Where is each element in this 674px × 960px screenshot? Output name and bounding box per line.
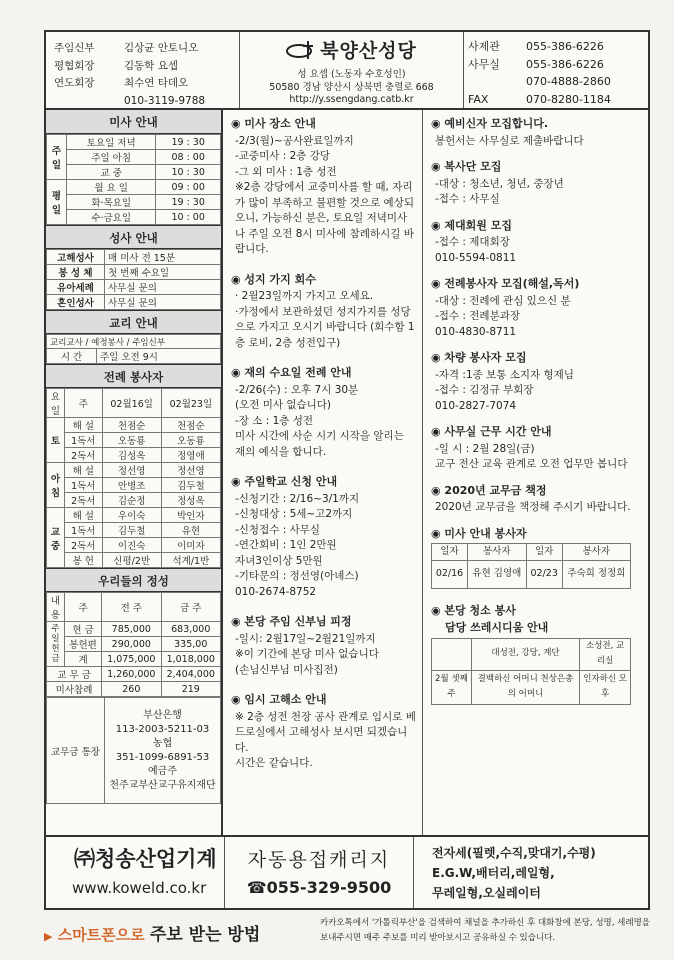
- notice-line: -2/3(월)~공사완료일까지: [235, 134, 354, 147]
- advertisement: [46, 835, 648, 910]
- notice-block: [223, 468, 422, 600]
- mass-day: 월 요 일: [67, 180, 156, 195]
- offering-cur: 335,00: [161, 637, 220, 652]
- catechism-line: 교리교사 / 예정봉사 / 주임신부: [47, 335, 221, 349]
- offering-cur: 2,404,000: [161, 667, 220, 682]
- notice-line: -대상 : 청소년, 청년, 중장년: [435, 177, 564, 190]
- account-label: 교무금 통장: [47, 698, 105, 804]
- liturgy-cell: 1독서: [65, 478, 103, 493]
- mass-group: 주일: [47, 135, 67, 180]
- notice-line: 010-2827-7074: [435, 399, 517, 412]
- notice-block: [423, 153, 648, 208]
- notice-line: 봉헌서는 사무실로 제출바랍니다: [435, 134, 584, 147]
- notice-line: -신청기간 : 2/16~3/1까지: [235, 492, 360, 505]
- liturgy-cell: 정선영: [161, 463, 220, 478]
- sacrament-title: 성사 안내: [46, 225, 221, 249]
- mass-time: 10 : 00: [156, 210, 221, 225]
- notice-line: -연간회비 : 1인 2만원: [235, 539, 337, 551]
- sacrament-name: 유아세례: [47, 280, 105, 295]
- notice-title: ◉ 본당 주임 신부님 피정: [231, 615, 352, 628]
- mass-servers-table: [431, 543, 631, 589]
- mass-time: 19 : 30: [156, 135, 221, 150]
- cleaning-subtitle: 담당 쓰레시디움 안내: [445, 621, 549, 634]
- notice-line: 미사 시간에 사순 시기 시작을 알리는 재의 예식을 합니다.: [235, 430, 404, 458]
- notice-line: -대상 : 전례에 관심 있으신 분: [435, 294, 571, 307]
- offering-group: 주일헌금: [47, 622, 65, 667]
- ad-item: E.G.W,배터리,레일형,: [432, 866, 555, 880]
- liturgy-header: 주: [65, 389, 103, 418]
- liturgy-header: 요일: [47, 389, 65, 418]
- account-table: [46, 697, 221, 804]
- contact-value: 055-386-6226: [526, 40, 604, 53]
- notice-line: -자격 :1종 보통 소지자 형제님: [435, 368, 574, 381]
- cleaning-header: 대성전, 강당, 계단: [471, 638, 579, 670]
- servers-cell: 02/23: [526, 560, 562, 588]
- liturgy-cell: 박인자: [161, 508, 220, 523]
- church-name: 북양산성당: [320, 40, 417, 62]
- cleaning-title: ◉ 본당 청소 봉사: [431, 603, 516, 617]
- footer: [44, 914, 650, 954]
- notice-block: [423, 212, 648, 267]
- liturgy-header: 02월23일: [161, 389, 220, 418]
- mass-time: 08 : 00: [156, 150, 221, 165]
- cleaning-cell: 2월 셋째주: [432, 670, 472, 704]
- notice-line: 2020년 교무금을 책정해 주시기 바랍니다.: [435, 501, 631, 513]
- notice-block: [423, 418, 648, 473]
- liturgy-cell: 정영애: [161, 448, 220, 463]
- bulletin-sheet: [44, 30, 650, 910]
- liturgy-cell: 천점순: [161, 418, 220, 433]
- liturgy-cell: 2독서: [65, 538, 103, 553]
- ad-product: 자동용접캐리지: [247, 849, 391, 871]
- account-line: 농협: [152, 737, 173, 749]
- notice-line: 자녀3인이상 5만원: [235, 554, 323, 567]
- offering-cur: 683,000: [161, 622, 220, 637]
- notice-title: ◉ 예비신자 모집합니다.: [431, 117, 549, 130]
- ad-product-box: [224, 837, 414, 908]
- offering-title: 우리들의 정성: [46, 568, 221, 592]
- notice-block: [423, 477, 648, 516]
- liturgy-cell: 정선영: [102, 463, 161, 478]
- cleaning-header: [432, 638, 472, 670]
- notice-line: 교구 전산 교육 관계로 오전 업무만 봅니다: [435, 458, 628, 470]
- notice-title: ◉ 주일학교 신청 안내: [231, 475, 338, 488]
- ad-item: 전자세(필렛,수직,맞대기,수평): [432, 846, 596, 860]
- mass-day: 주일 아침: [67, 150, 156, 165]
- staff-list: [54, 40, 239, 110]
- church-logo-icon: [286, 39, 316, 61]
- notice-title: ◉ 성지 가지 회수: [231, 272, 316, 286]
- notice-title: ◉ 미사 장소 안내: [231, 117, 316, 130]
- contact-list: [468, 38, 648, 108]
- notice-line: -일시: 2월17일~2월21일까지: [235, 632, 376, 645]
- servers-cell: 주숙희 정정희: [562, 560, 630, 588]
- notice-line: -그 외 미사 : 1층 성전: [235, 165, 337, 178]
- ad-phone: ☎055-329-9500: [246, 878, 392, 897]
- notice-line: -접수 : 전례분과장: [435, 310, 521, 322]
- notice-line: -접수 : 김정규 부회장: [435, 384, 534, 396]
- arrow-icon: ▶: [44, 930, 53, 943]
- offering-table: [46, 592, 221, 697]
- catechism-time-label: 시 간: [47, 349, 97, 364]
- liturgy-cell: 김성옥: [102, 448, 161, 463]
- catechism-time-value: 주일 오전 9시: [97, 349, 221, 364]
- sacrament-value: 첫 번째 수요일: [105, 265, 221, 280]
- footer-headline: [44, 920, 260, 945]
- servers-header: 봉사자: [468, 544, 527, 561]
- notice-line: -기타문의 : 정선영(아녜스): [235, 570, 359, 582]
- notice-title: ◉ 전례봉사자 모집(해설,독서): [431, 277, 580, 290]
- contact-value: 055-386-6226: [526, 57, 604, 71]
- liturgy-cell: 2독서: [65, 448, 103, 463]
- catechism-table: [46, 334, 221, 364]
- servers-header: 봉사자: [562, 544, 630, 561]
- notice-line: ※2층 강당에서 교중미사를 할 때, 자리가 많이 부족하고 불편할 것으로 예상되오니, 가능하신 분은, 토요일 저녁미사나 주일 오전 8시 미사에 참례하시길 바랍니다.: [235, 181, 414, 255]
- staff-role: 주임신부: [54, 42, 95, 54]
- liturgy-cell: 유현: [161, 523, 220, 538]
- cleaning-cell: 결백하신 어머니 천상은총의 어머니: [471, 670, 579, 704]
- liturgy-cell: 김두철: [102, 523, 161, 538]
- notice-line: -일 시 : 2월 28일(금): [435, 442, 535, 455]
- offering-header: 전 주: [102, 593, 161, 622]
- offering-prev: 1,075,000: [102, 652, 161, 667]
- mass-time: 09 : 00: [156, 180, 221, 195]
- account-line: 113-2003-5211-03: [115, 723, 210, 735]
- staff-role: 평협회장: [54, 59, 95, 72]
- church-title-box: [239, 32, 464, 108]
- right-column: [423, 110, 648, 835]
- notice-block: [223, 686, 422, 772]
- notice-block: [423, 344, 648, 414]
- notice-line: -교중미사 : 2층 강당: [235, 150, 331, 162]
- left-column: [46, 110, 223, 835]
- contact-value: 070-4888-2860: [526, 75, 611, 88]
- notice-title: ◉ 복사단 모집: [431, 160, 502, 173]
- mass-title: 미사 안내: [46, 110, 221, 134]
- liturgy-cell: 김두철: [161, 478, 220, 493]
- liturgy-cell: 해 설: [65, 463, 103, 478]
- footer-text: 카카오톡에서 '가톨릭부산'을 검색하여 채널을 추가하신 후 대화창에 본당, 성명, 세례명을 보내주시면 매주 주보를 미리 받아보시고 공유하실 수 있습니다.: [320, 918, 650, 943]
- mass-day: 토요일 저녁: [67, 135, 156, 150]
- contact-value: 070-8280-1184: [526, 92, 611, 106]
- sacrament-name: 혼인성사: [47, 295, 105, 310]
- notice-title: ◉ 임시 고해소 안내: [231, 693, 327, 706]
- liturgy-cell: 정성옥: [161, 493, 220, 508]
- header: [46, 32, 648, 110]
- sacrament-table: [46, 249, 221, 310]
- staff-role: 연도회장: [54, 77, 95, 89]
- liturgy-cell: 이미자: [161, 538, 220, 553]
- patron-saint: 성 요셉 (노동자 수호성인): [297, 69, 406, 80]
- liturgy-cell: 석계/1반: [161, 553, 220, 568]
- staff-name: 최수연 타데오: [124, 77, 189, 89]
- offering-prev: 785,000: [102, 622, 161, 637]
- staff-name: 김상균 안토니오: [124, 42, 199, 54]
- notice-line: -2/26(수) : 오후 7시 30분: [235, 383, 359, 396]
- contact-label: 사무실: [468, 57, 500, 71]
- liturgy-cell: 1독서: [65, 523, 103, 538]
- notice-line: -접수 : 사무실: [435, 193, 500, 205]
- offering-cur: 1,018,000: [161, 652, 220, 667]
- church-website[interactable]: http://y.ssengdang.catb.kr: [289, 94, 414, 105]
- notice-title: ◉ 재의 수요일 전례 안내: [231, 366, 352, 379]
- liturgy-cell: 1독서: [65, 433, 103, 448]
- liturgy-cell: 봉 헌: [65, 553, 103, 568]
- offering-header: 내용: [47, 593, 65, 622]
- contact-label: [468, 73, 526, 91]
- offering-item: 현 금: [65, 622, 102, 637]
- account-line: 천주교부산교구유지재단: [109, 779, 216, 791]
- notice-line: 010-2674-8752: [235, 585, 317, 598]
- cleaning-header: 소성전, 교리실: [580, 638, 631, 670]
- cleaning-table: [431, 638, 631, 705]
- sacrament-name: 봉 성 체: [47, 265, 105, 280]
- notice-block: [423, 110, 648, 149]
- notice-block: [223, 608, 422, 678]
- liturgy-day: 토: [47, 418, 65, 463]
- liturgy-cell: 안병조: [102, 478, 161, 493]
- catechism-title: 교리 안내: [46, 310, 221, 334]
- liturgy-cell: 해 설: [65, 418, 103, 433]
- notice-line: -장 소 : 1층 성전: [235, 414, 314, 427]
- notice-block: [223, 359, 422, 460]
- footer-headline-a: 스마트폰으로: [57, 926, 145, 944]
- offering-prev: 290,000: [102, 637, 161, 652]
- account-line: 부산은행: [143, 709, 182, 721]
- liturgy-cell: 해 설: [65, 508, 103, 523]
- offering-prev: 260: [102, 682, 161, 697]
- account-line: 예금주: [148, 765, 177, 777]
- ad-items: [432, 843, 596, 903]
- contact-label: FAX: [468, 92, 489, 106]
- offering-item: 봉헌편: [65, 637, 102, 652]
- mass-day: 교 중: [67, 165, 156, 180]
- notice-line: 010-4830-8711: [435, 325, 517, 338]
- servers-header: 일자: [432, 544, 468, 561]
- ad-company: ㈜청송산업기계: [74, 847, 217, 871]
- account-line: 351-1099-6891-53: [115, 751, 210, 763]
- liturgy-cell: 이진숙: [102, 538, 161, 553]
- staff-name: 김동학 요셉: [124, 59, 179, 72]
- offering-item: 교 무 금: [47, 667, 102, 682]
- notice-line: -접수 : 제대회장: [435, 236, 510, 248]
- account-info: [105, 698, 221, 804]
- liturgy-title: 전례 봉사자: [46, 364, 221, 388]
- liturgy-cell: 천점순: [102, 418, 161, 433]
- sacrament-value: 사무실 문의: [105, 280, 221, 295]
- mass-table: [46, 134, 221, 225]
- notice-title: ◉ 제대회원 모집: [431, 218, 513, 232]
- notice-line: ※이 기간에 본당 미사 없습니다: [235, 648, 379, 660]
- liturgy-day: 아침: [47, 463, 65, 508]
- notice-line: (손님신부님 미사집전): [235, 663, 338, 676]
- offering-cur: 219: [161, 682, 220, 697]
- servers-header: 일자: [526, 544, 562, 561]
- notice-line: -신청접수 : 사무실: [235, 523, 321, 536]
- mass-time: 10 : 30: [156, 165, 221, 180]
- middle-column: [223, 110, 423, 835]
- cleaning-cell: 인자하신 모후: [580, 670, 631, 704]
- liturgy-cell: 오동룡: [161, 433, 220, 448]
- servers-cell: 02/16: [432, 560, 468, 588]
- contact-label: 사제관: [468, 40, 500, 53]
- notice-line: 010-5594-0811: [435, 251, 517, 264]
- mass-group: 평일: [47, 180, 67, 225]
- sacrament-name: 고해성사: [47, 250, 105, 265]
- liturgy-cell: 우이숙: [102, 508, 161, 523]
- notice-line: ※ 2층 성전 천장 공사 관계로 임시로 베드로실에서 고해성사 보시면 되겠습니다.: [235, 710, 416, 754]
- liturgy-table: [46, 388, 221, 568]
- liturgy-cell: 김순정: [102, 493, 161, 508]
- notice-title: ◉ 차량 봉사자 모집: [431, 351, 527, 364]
- notice-line: · 2월23일까지 가지고 오세요.: [235, 290, 374, 302]
- notice-line: 시간은 같습니다.: [235, 757, 313, 769]
- offering-item: 계: [65, 652, 102, 667]
- liturgy-header: 02월16일: [102, 389, 161, 418]
- offering-header: 금 주: [161, 593, 220, 622]
- notice-line: (오전 미사 없습니다): [235, 399, 332, 411]
- offering-prev: 1,260,000: [102, 667, 161, 682]
- liturgy-cell: 오동룡: [102, 433, 161, 448]
- ad-url[interactable]: www.koweld.co.kr: [72, 879, 207, 897]
- notice-block: [223, 110, 422, 258]
- notice-line: -신청대상 : 5세~고2까지: [235, 508, 353, 520]
- mass-servers-title: ◉ 미사 안내 봉사자: [431, 526, 527, 540]
- notice-block: [423, 270, 648, 340]
- notice-title: ◉ 사무실 근무 시간 안내: [431, 425, 552, 438]
- liturgy-cell: 2독서: [65, 493, 103, 508]
- notice-line: ·가정에서 보관하셨던 성지가지를 성당으로 가지고 오시기 바랍니다 (회수함 1층 로비, 2층 성전입구): [235, 305, 415, 349]
- liturgy-cell: 신평/2반: [102, 553, 161, 568]
- notice-block: [223, 266, 422, 352]
- staff-phone: 010-3119-9788: [124, 94, 206, 107]
- servers-cell: 유현 김영애: [468, 560, 527, 588]
- sacrament-value: 매 미사 전 15분: [105, 250, 221, 265]
- liturgy-day: 교중: [47, 508, 65, 568]
- footer-headline-b: 주보 받는 방법: [149, 925, 261, 945]
- ad-item: 무레일형,오실레이터: [432, 886, 541, 900]
- offering-header: 주: [65, 593, 102, 622]
- mass-day: 화·목요일: [67, 195, 156, 210]
- notice-title: ◉ 2020년 교무금 책정: [431, 483, 547, 497]
- church-address: 50580 경남 양산시 상북면 충렬로 668: [269, 81, 434, 93]
- sacrament-value: 사무실 문의: [105, 295, 221, 310]
- mass-time: 19 : 30: [156, 195, 221, 210]
- mass-day: 수·금요일: [67, 210, 156, 225]
- offering-item: 미사참례: [47, 682, 102, 697]
